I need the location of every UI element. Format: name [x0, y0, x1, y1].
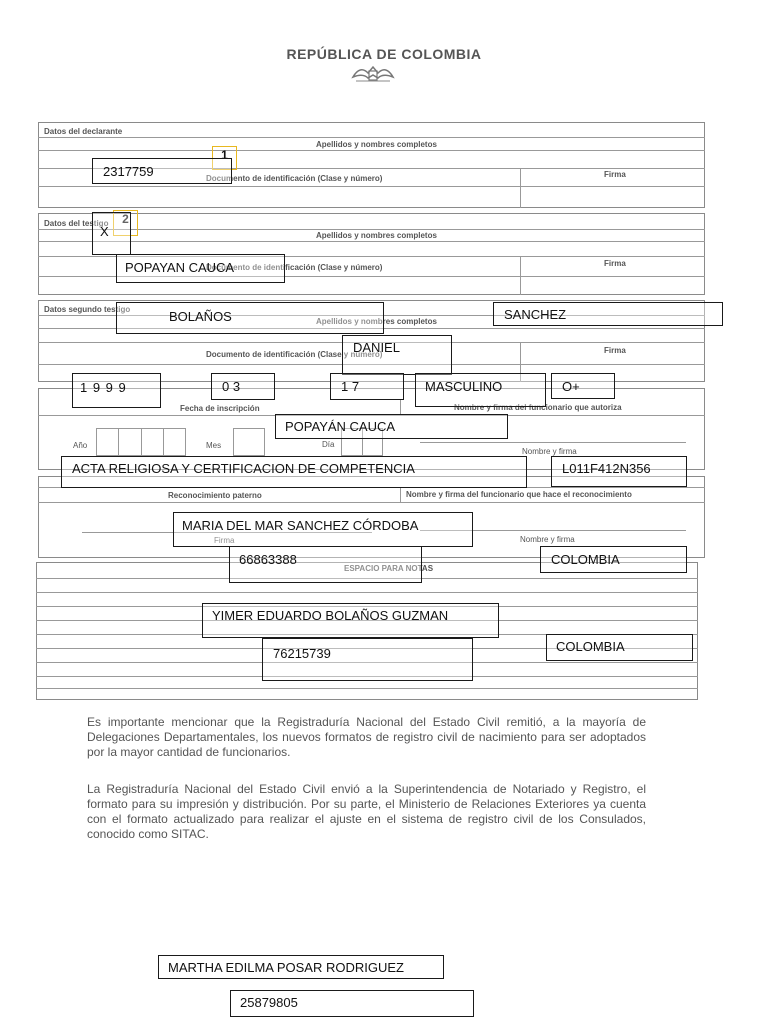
mes-field[interactable]: 0 3 [211, 373, 275, 400]
documento-label-2: Documento de identificación (Clase y número) [206, 263, 383, 272]
funcionario-reconocimiento-label: Nombre y firma del funcionario que hace el reconocimiento [406, 490, 632, 499]
apellido2-field[interactable]: SANCHEZ [493, 302, 723, 326]
segundo-testigo-label: Datos segundo testigo [44, 305, 131, 314]
reconocimiento-label: Reconocimiento paterno [168, 491, 262, 500]
paragraph-2: La Registraduría Nacional del Estado Civil envió a la Superintendencia de Notariado y Registro, el formato para su impresión y distribución. Por su parte, el Ministerio de Relaciones Exteriores ya cuenta con el formato actualizado para realizar el ajuste en el sistema de registro civil de los Consulados, conocido como SITAC. [87, 782, 646, 841]
apellidos-label-2: Apellidos y nombres completos [316, 231, 437, 240]
lugar-nacimiento-field[interactable]: POPAYÁN CAUCA [275, 414, 508, 439]
testigo-label: Datos del testigo [44, 219, 109, 228]
mes-boxes [233, 428, 265, 456]
funcionario-nombre-field[interactable]: MARTHA EDILMA POSAR RODRIGUEZ [158, 955, 444, 979]
declarante-label: Datos del declarante [44, 127, 123, 136]
declarante-doc-field[interactable]: 2317759 [92, 158, 232, 184]
anio-label: Año [73, 441, 88, 450]
documento-label-3: Documento de identificación (Clase y número) [206, 350, 383, 359]
coat-of-arms-icon [348, 63, 398, 83]
sexo-field[interactable]: MASCULINO [415, 373, 546, 407]
apellidos-label-3: Apellidos y nombres completos [316, 317, 437, 326]
nombre-firma-label-2: Nombre y firma [520, 535, 575, 544]
espacio-notas-label: ESPACIO PARA NOTAS [344, 564, 434, 573]
nombre-firma-label: Nombre y firma [522, 447, 577, 456]
firma-label-3: Firma [604, 346, 626, 355]
mes-label: Mes [206, 441, 222, 450]
paragraph-1: Es importante mencionar que la Registraduría Nacional del Estado Civil remitió, a la mayoría de Delegaciones Departamentales, los nuevos formatos de registro civil de nacimiento para ser adoptados por la mayor cantidad de funcionarios. [87, 715, 646, 759]
anio-field[interactable]: 1 9 9 9 [72, 373, 161, 408]
madre-doc-field[interactable]: 66863388 [229, 546, 422, 583]
madre-nacionalidad-field[interactable]: COLOMBIA [540, 546, 687, 573]
fecha-inscripcion-label: Fecha de inscripción [180, 404, 260, 413]
dia-field[interactable]: 1 7 [330, 373, 404, 400]
apellido1-field[interactable]: BOLAÑOS [116, 302, 384, 334]
document-title: REPÚBLICA DE COLOMBIA [286, 46, 482, 62]
firma-label: Firma [604, 170, 626, 179]
documento-label: Documento de identificación (Clase y número) [206, 174, 383, 183]
testigo-x-field[interactable]: X [92, 212, 131, 255]
documento-antecedente-field[interactable]: ACTA RELIGIOSA Y CERTIFICACION DE COMPETENCIA [61, 456, 527, 488]
nombre-field[interactable]: DANIEL [342, 335, 452, 375]
firma-label-4: Firma [214, 536, 235, 545]
marker-1: 1 [212, 146, 237, 170]
marker-2: 2 [113, 210, 138, 236]
dia-label: Día [322, 440, 335, 449]
madre-nombre-field[interactable]: MARIA DEL MAR SANCHEZ CÓRDOBA [173, 512, 473, 547]
funcionario-autoriza-label: Nombre y firma del funcionario que autoriza [454, 403, 622, 412]
funcionario-doc-field[interactable]: 25879805 [230, 990, 474, 1017]
testigo-lugar-field[interactable]: POPAYAN CAUCA [116, 254, 285, 283]
padre-nacionalidad-field[interactable]: COLOMBIA [546, 634, 693, 661]
padre-doc-field[interactable]: 76215739 [262, 638, 473, 681]
grupo-sanguineo-field[interactable]: O+ [551, 373, 615, 399]
padre-nombre-field[interactable]: YIMER EDUARDO BOLAÑOS GUZMAN [202, 603, 499, 638]
apellidos-label: Apellidos y nombres completos [316, 140, 437, 149]
serial-field[interactable]: L011F412N356 [551, 456, 687, 487]
firma-label-2: Firma [604, 259, 626, 268]
